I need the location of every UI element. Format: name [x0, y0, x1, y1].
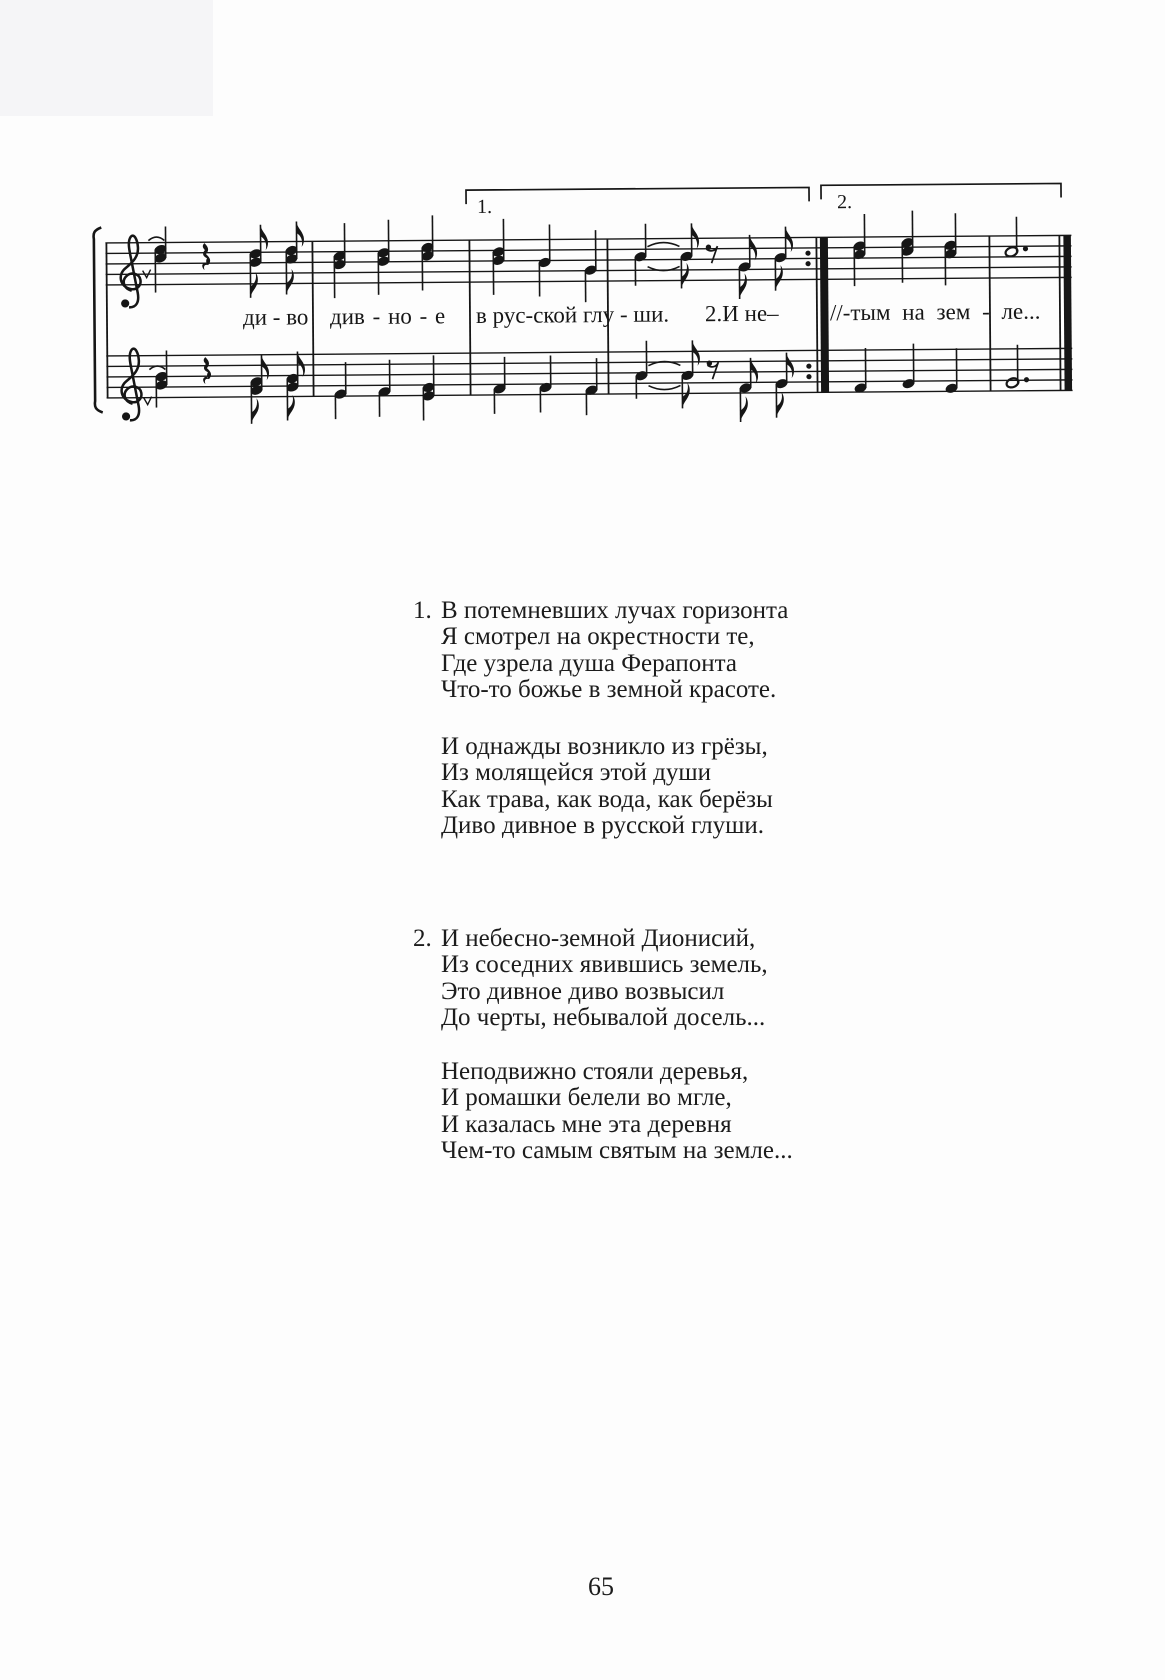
verse-2-number: 2.: [413, 925, 432, 952]
poem-line: Чем-то самым святым на земле...: [441, 1136, 793, 1164]
poem-line: И казалась мне эта деревня: [441, 1110, 732, 1138]
music-score: [0, 0, 1165, 471]
poem-line: Это дивное диво возвысил: [441, 977, 725, 1005]
poem-line: И ромашки белели во мгле,: [441, 1084, 732, 1112]
poem-stanza-1: [413, 597, 789, 703]
lyric-syllables-5: //-тым на зем - ле...: [829, 298, 1041, 326]
volta-2-label: 2.: [837, 191, 853, 214]
poem-line: Где узрела душа Ферапонта: [441, 649, 737, 677]
poem-line: Неподвижно стояли деревья,: [441, 1058, 749, 1085]
treble-clef-top: [120, 236, 140, 308]
poem-line: Из соседних явившись земель,: [441, 951, 768, 979]
notes-bottom-staff: [154, 338, 1029, 427]
lyric-syllables-1: ди - во: [242, 304, 309, 330]
poem-line: Что-то божье в земной красоте.: [441, 675, 777, 703]
poem-line: До черты, небывалой досель...: [441, 1003, 766, 1031]
lyric-syllables-2: див - но - е: [329, 303, 446, 330]
poem-line: Из молящейся этой души: [441, 759, 712, 787]
lyric-syllables-3: в рус-ской глу - ши.: [475, 301, 670, 329]
system-bracket: [93, 227, 102, 412]
poem-line: В потемневших лучах горизонта: [441, 597, 789, 624]
poem-line: Диво дивное в русской глуши.: [441, 811, 765, 839]
volta-1-label: 1.: [477, 195, 493, 219]
treble-clef-bottom: [121, 349, 141, 421]
page-number: 65: [588, 1572, 614, 1601]
poem-stanza-3: [413, 925, 768, 1031]
lyric-syllables-4: 2.И не–: [704, 300, 779, 327]
poem-stanza-2: [441, 734, 773, 839]
poem-line: И небесно-земной Дионисий,: [441, 925, 756, 952]
verse-1-number: 1.: [413, 597, 432, 624]
poem-line: Я смотрел на окрестности те,: [441, 623, 755, 651]
poem-line: Как трава, как вода, как берёзы: [441, 785, 773, 813]
volta-brackets: [466, 183, 1061, 204]
poem-stanza-4: [441, 1059, 793, 1164]
poem-line: И однажды возникло из грёзы,: [441, 733, 768, 760]
